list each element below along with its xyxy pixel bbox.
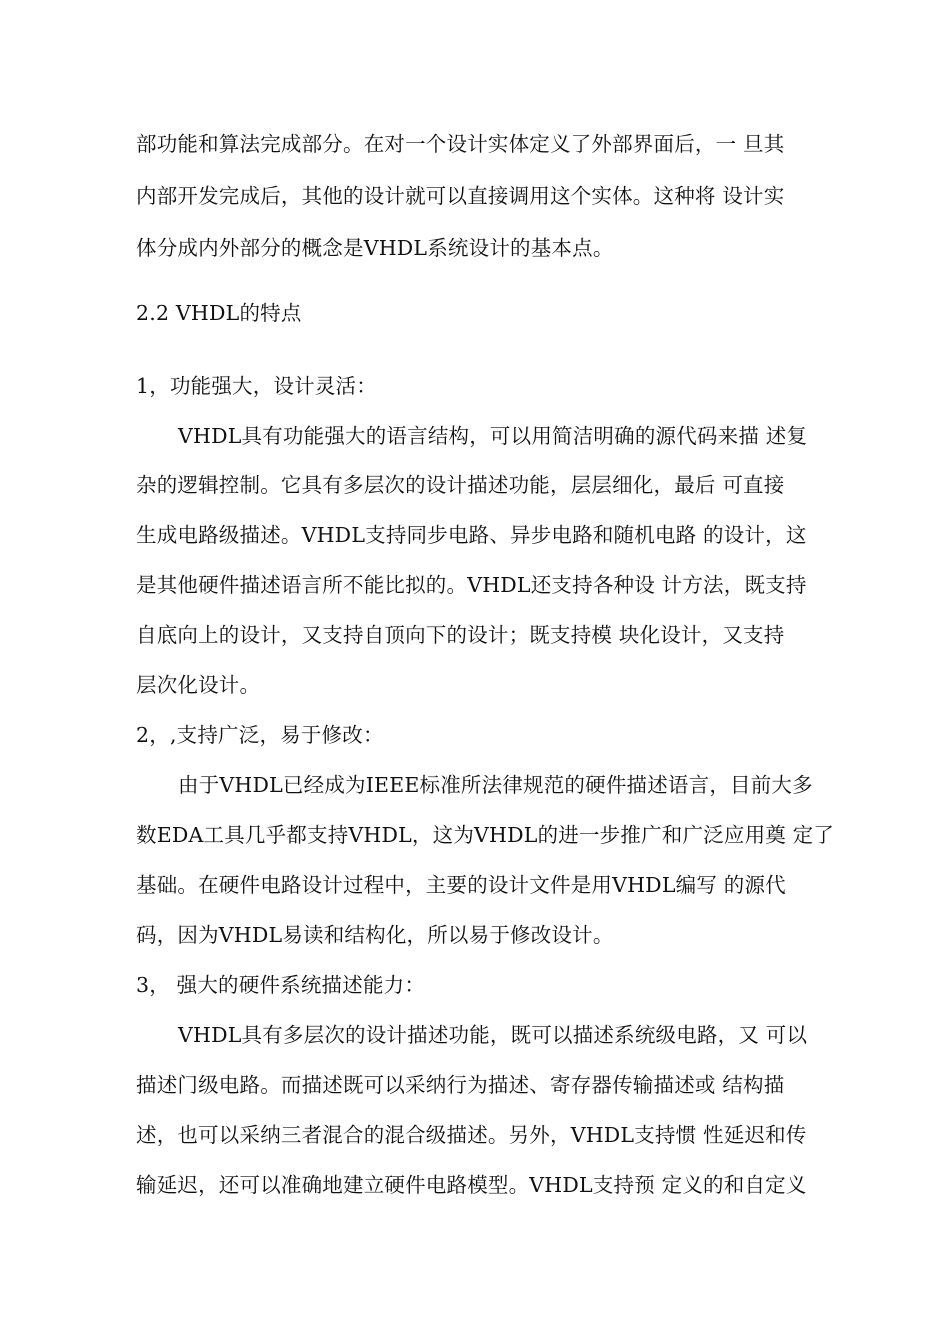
paragraph-line: VHDL具有功能强大的语言结构，可以用简洁明确的源代码来描 述复 [178, 424, 808, 448]
paragraph-line: 自底向上的设计，又支持自顶向下的设计；既支持模 块化设计，又支持 [136, 623, 785, 647]
item-heading: 1，功能强大，设计灵活： [136, 374, 377, 398]
paragraph-line: 体分成内外部分的概念是VHDL系统设计的基本点。 [136, 236, 614, 260]
paragraph-line: 层次化设计。 [136, 673, 261, 697]
section-heading: 2.2 VHDL的特点 [136, 301, 302, 325]
paragraph-line: 述，也可以采纳三者混合的混合级描述。另外，VHDL支持惯 性延迟和传 [136, 1123, 807, 1147]
paragraph-line: 生成电路级描述。VHDL支持同步电路、异步电路和随机电路 的设计，这 [136, 523, 807, 547]
paragraph-line: 基础。在硬件电路设计过程中，主要的设计文件是用VHDL编写 的源代 [136, 873, 786, 897]
item-heading: 2，,支持广泛，易于修改： [136, 723, 384, 747]
paragraph-line: 描述门级电路。而描述既可以采纳行为描述、寄存器传输描述或 结构描 [136, 1073, 785, 1097]
paragraph-line: 杂的逻辑控制。它具有多层次的设计描述功能，层层细化，最后 可直接 [136, 473, 785, 497]
paragraph-line: VHDL具有多层次的设计描述功能，既可以描述系统级电路，又 可以 [178, 1023, 808, 1047]
paragraph-line: 输延迟，还可以准确地建立硬件电路模型。VHDL支持预 定义的和自定义 [136, 1173, 807, 1197]
paragraph-line: 码，因为VHDL易读和结构化，所以易于修改设计。 [136, 923, 614, 947]
paragraph-line: 由于VHDL已经成为IEEE标准所法律规范的硬件描述语言，目前大多 [178, 773, 813, 797]
paragraph-line: 部功能和算法完成部分。在对一个设计实体定义了外部界面后，一 旦其 [136, 132, 785, 156]
paragraph-line: 是其他硬件描述语言所不能比拟的。VHDL还支持各种设 计方法，既支持 [136, 573, 807, 597]
item-heading: 3， 强大的硬件系统描述能力： [136, 973, 426, 997]
paragraph-line: 内部开发完成后，其他的设计就可以直接调用这个实体。这种将 设计实 [136, 184, 785, 208]
paragraph-line: 数EDA工具几乎都支持VHDL，这为VHDL的进一步推广和广泛应用奠 定了 [136, 823, 835, 847]
